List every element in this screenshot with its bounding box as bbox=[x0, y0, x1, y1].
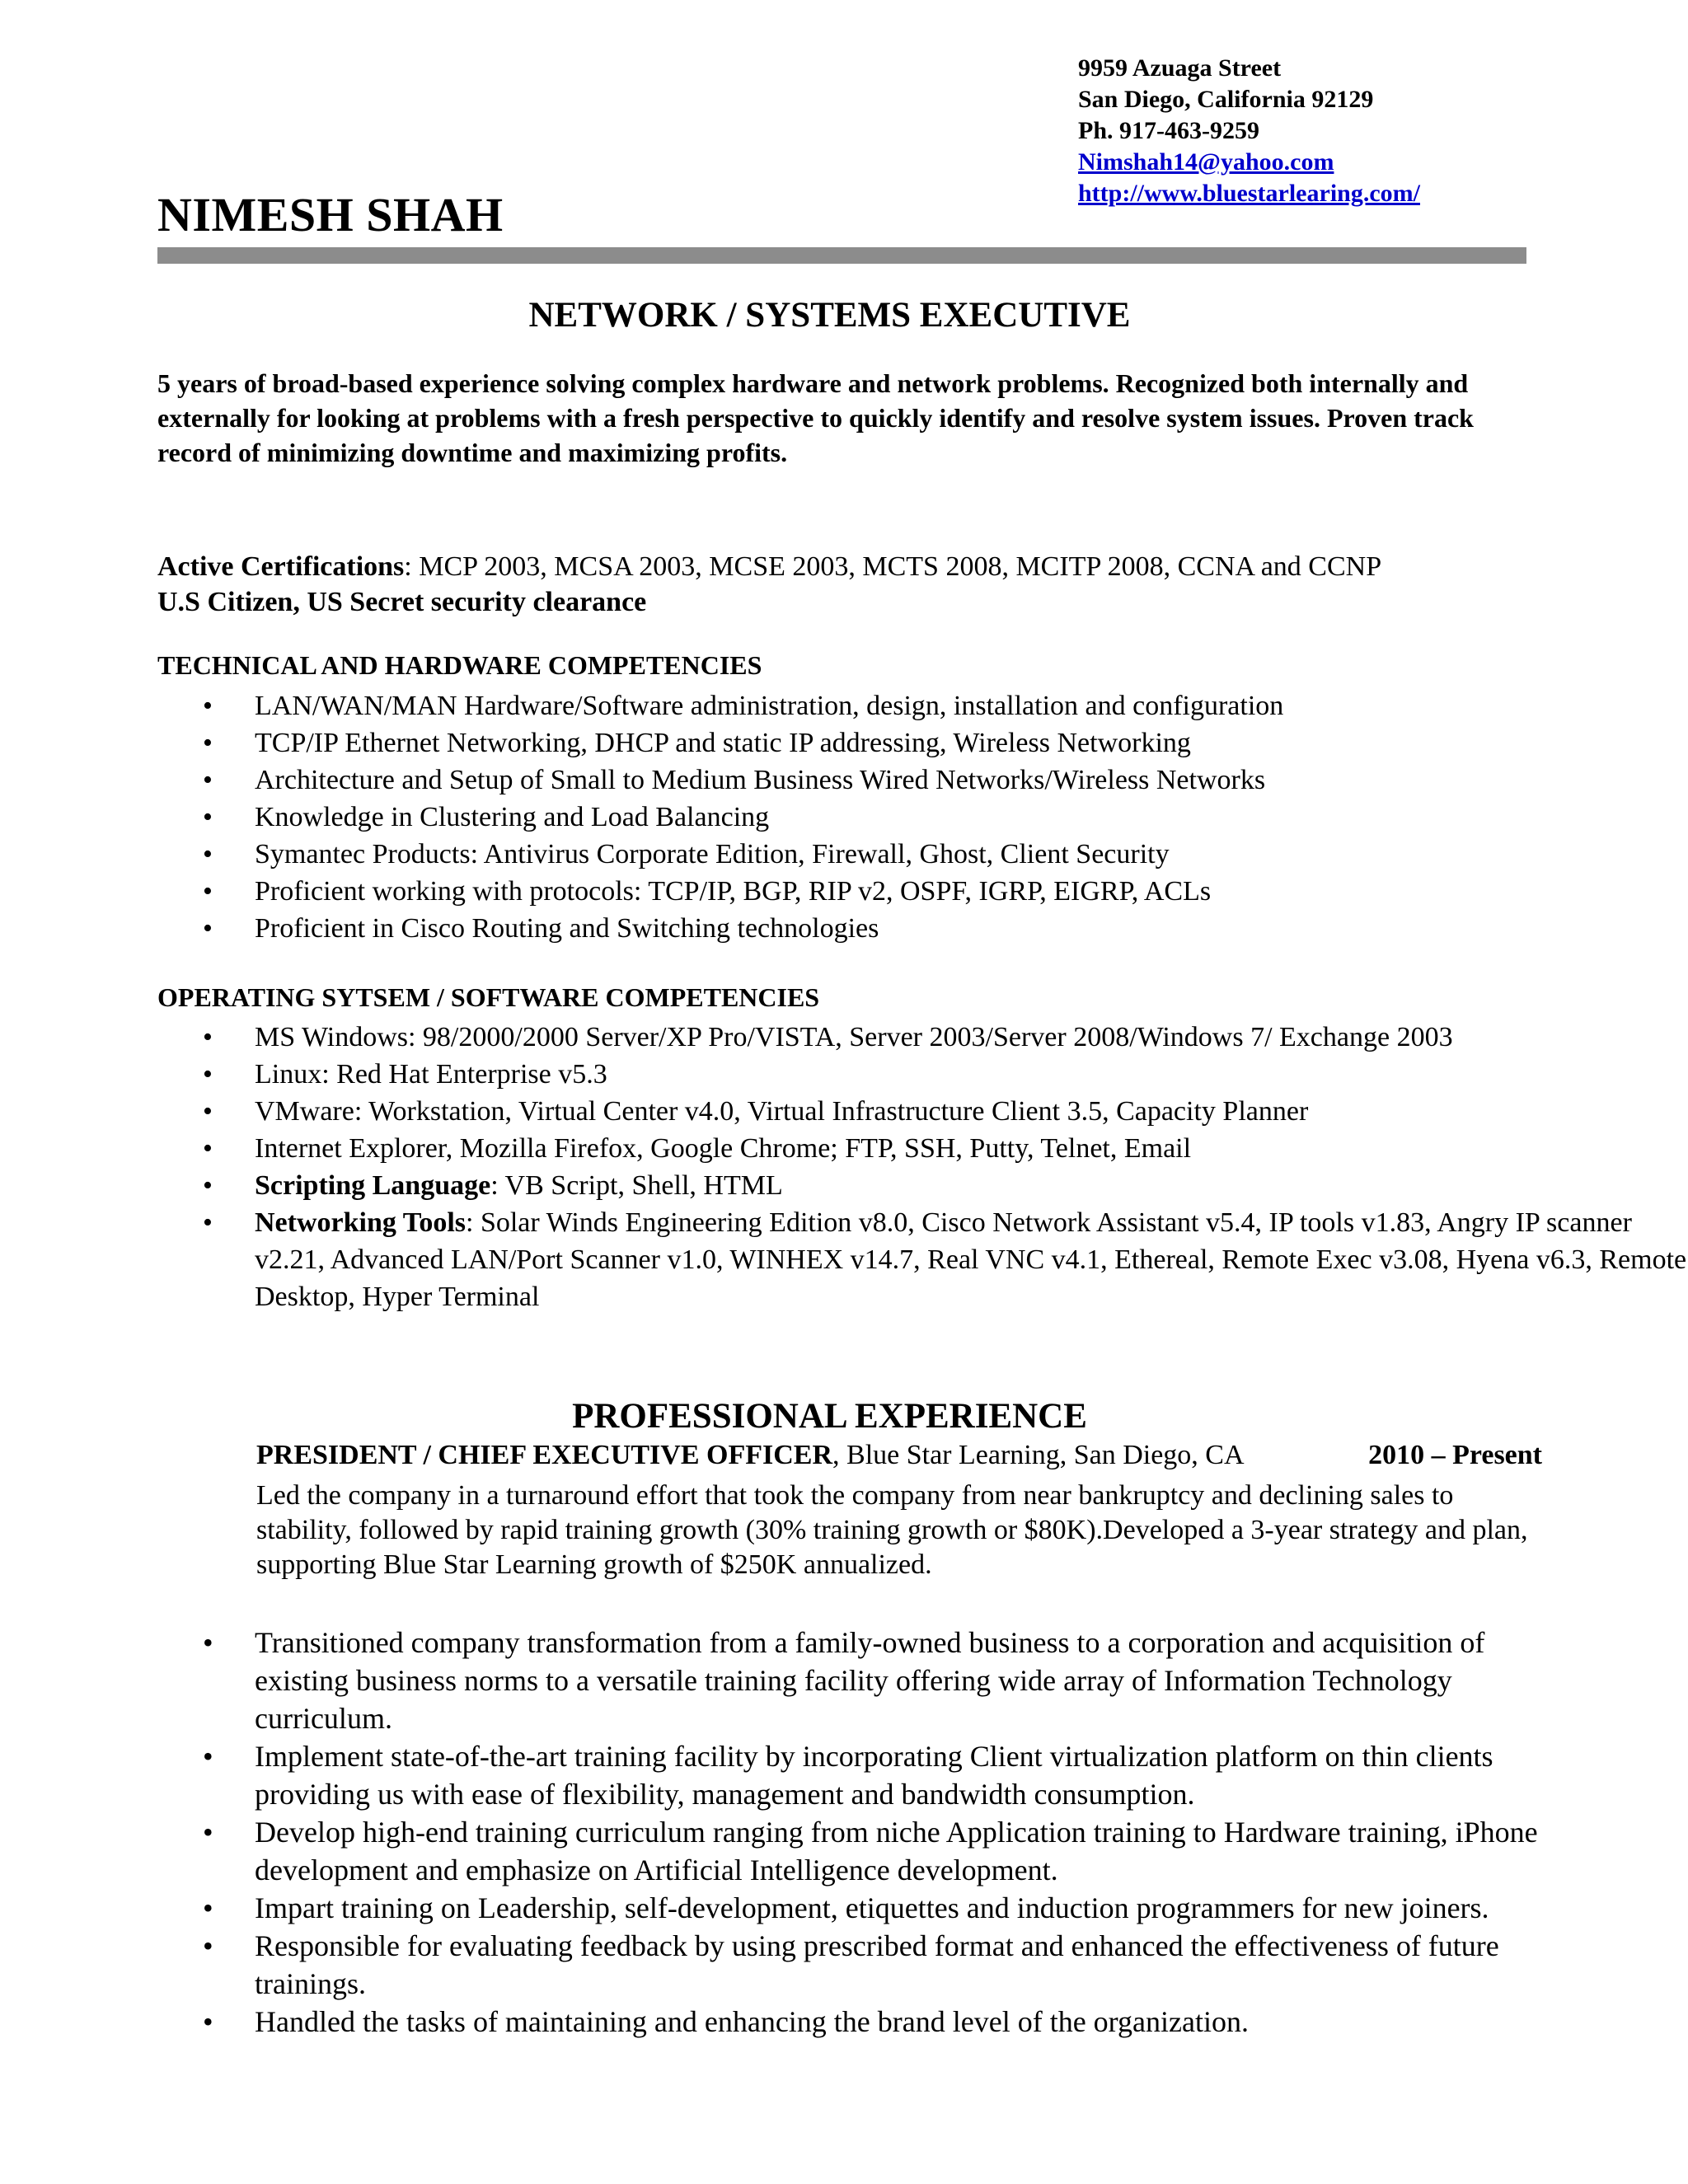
certifications-line bbox=[157, 549, 1381, 584]
job-title: PRESIDENT / CHIEF EXECUTIVE OFFICER bbox=[256, 1440, 833, 1470]
list-item: • MS Windows: 98/2000/2000 Server/XP Pro/VISTA, Server 2003/Server 2008/Windows 7/ Exchange 2003 bbox=[157, 1019, 1688, 1056]
list-item: • Scripting Language: VB Script, Shell, HTML bbox=[157, 1167, 1688, 1204]
bullet-icon: • bbox=[203, 876, 213, 907]
bullet-icon: • bbox=[203, 802, 213, 832]
list-item: • Symantec Products: Antivirus Corporate Edition, Firewall, Ghost, Client Security bbox=[157, 836, 1283, 873]
bullet-icon: • bbox=[203, 913, 213, 944]
bullet-icon: • bbox=[203, 691, 213, 721]
list-item: • Handled the tasks of maintaining and enhancing the brand level of the organization. bbox=[157, 2003, 1554, 2041]
contact-city: San Diego, California 92129 bbox=[1078, 86, 1374, 113]
job-header bbox=[256, 1438, 1542, 1473]
bullet-icon: • bbox=[203, 1816, 213, 1849]
bullet-icon: • bbox=[203, 1059, 213, 1090]
experience-list bbox=[157, 1624, 1554, 2041]
bullet-icon: • bbox=[203, 1133, 213, 1164]
tools-label: Networking Tools bbox=[255, 1207, 466, 1238]
list-item: • Architecture and Setup of Small to Medium Business Wired Networks/Wireless Networks bbox=[157, 762, 1283, 799]
list-item: • Knowledge in Clustering and Load Balancing bbox=[157, 799, 1283, 836]
list-item: • TCP/IP Ethernet Networking, DHCP and static IP addressing, Wireless Networking bbox=[157, 724, 1283, 762]
job-description: Led the company in a turnaround effort that took the company from near bankruptcy and declining sales to stability, followed by rapid training growth (30% training growth or $80K).Developed a 3-year strategy and plan, supporting Blue Star Learning growth of $250K annualized. bbox=[256, 1480, 1528, 1580]
list-item: • Responsible for evaluating feedback by using prescribed format and enhanced the effectiveness of future trainings. bbox=[157, 1927, 1554, 2003]
technical-heading: TECHNICAL AND HARDWARE COMPETENCIES bbox=[157, 650, 762, 680]
contact-email-link[interactable]: Nimshah14@yahoo.com bbox=[1078, 148, 1334, 176]
bullet-icon: • bbox=[203, 765, 213, 795]
contact-website-link[interactable]: http://www.bluestarlearing.com/ bbox=[1078, 180, 1420, 207]
resume-title: NETWORK / SYSTEMS EXECUTIVE bbox=[528, 296, 1131, 335]
bullet-icon: • bbox=[203, 1022, 213, 1052]
job-company: , Blue Star Learning, San Diego, CA bbox=[832, 1440, 1245, 1470]
software-list bbox=[157, 1019, 1688, 1315]
certifications-value: : MCP 2003, MCSA 2003, MCSE 2003, MCTS 2008, MCITP 2008, CCNA and CCNP bbox=[404, 551, 1382, 582]
bullet-icon: • bbox=[203, 1096, 213, 1127]
list-item: • Proficient working with protocols: TCP/IP, BGP, RIP v2, OSPF, IGRP, EIGRP, ACLs bbox=[157, 873, 1283, 910]
list-item: • Proficient in Cisco Routing and Switching technologies bbox=[157, 910, 1283, 947]
list-item: • Implement state-of-the-art training facility by incorporating Client virtualization platform on thin clients providing us with ease of flexibility, management and bandwidth consumption. bbox=[157, 1737, 1554, 1813]
contact-street: 9959 Azuaga Street bbox=[1078, 54, 1282, 82]
summary-paragraph: 5 years of broad-based experience solving complex hardware and network problems. Recognized both internally and externally for looking at problems with a fresh perspective to quickly identify and resolve system issues. Proven track record of minimizing downtime and maximizing profits. bbox=[157, 368, 1474, 467]
header-divider bbox=[157, 247, 1526, 264]
bullet-icon: • bbox=[203, 1170, 213, 1201]
bullet-icon: • bbox=[203, 728, 213, 758]
list-item: • Internet Explorer, Mozilla Firefox, Google Chrome; FTP, SSH, Putty, Telnet, Email bbox=[157, 1130, 1688, 1167]
list-item: • Networking Tools: Solar Winds Engineering Edition v8.0, Cisco Network Assistant v5.4, IP tools v1.83, Angry IP scanner v2.21, Advanced LAN/Port Scanner v1.0, WINHEX v14.7, Real VNC v4.1, Ethereal, Remote Exec v3.08, Hyena v6.3, Remote Desktop, Hyper Terminal bbox=[157, 1204, 1688, 1315]
bullet-icon: • bbox=[203, 1207, 213, 1238]
bullet-icon: • bbox=[203, 1929, 213, 1962]
scripting-label: Scripting Language bbox=[255, 1170, 491, 1201]
bullet-icon: • bbox=[203, 1891, 213, 1924]
software-heading: OPERATING SYTSEM / SOFTWARE COMPETENCIES bbox=[157, 982, 820, 1012]
list-item: • Develop high-end training curriculum ranging from niche Application training to Hardware training, iPhone development and emphasize on Artificial Intelligence development. bbox=[157, 1813, 1554, 1889]
list-item: • LAN/WAN/MAN Hardware/Software administration, design, installation and configuration bbox=[157, 687, 1283, 724]
bullet-icon: • bbox=[203, 2005, 213, 2038]
technical-list bbox=[157, 687, 1283, 947]
list-item: • Transitioned company transformation from a family-owned business to a corporation and acquisition of existing business norms to a versatile training facility offering wide array of Information Technology curriculum. bbox=[157, 1624, 1554, 1737]
list-item: • Impart training on Leadership, self-development, etiquettes and induction programmers for new joiners. bbox=[157, 1889, 1554, 1927]
experience-heading: PROFESSIONAL EXPERIENCE bbox=[572, 1397, 1087, 1436]
job-dates: 2010 – Present bbox=[1368, 1440, 1542, 1470]
bullet-icon: • bbox=[203, 1626, 213, 1659]
candidate-name: NIMESH SHAH bbox=[157, 188, 504, 241]
bullet-icon: • bbox=[203, 1740, 213, 1773]
citizenship-line: U.S Citizen, US Secret security clearance bbox=[157, 587, 647, 617]
contact-phone: Ph. 917-463-9259 bbox=[1078, 117, 1259, 144]
certifications-block bbox=[157, 549, 1381, 620]
certifications-label: Active Certifications bbox=[157, 551, 405, 582]
contact-block bbox=[1078, 53, 1420, 209]
list-item: • VMware: Workstation, Virtual Center v4.0, Virtual Infrastructure Client 3.5, Capacity Planner bbox=[157, 1093, 1688, 1130]
list-item: • Linux: Red Hat Enterprise v5.3 bbox=[157, 1056, 1688, 1093]
bullet-icon: • bbox=[203, 839, 213, 869]
